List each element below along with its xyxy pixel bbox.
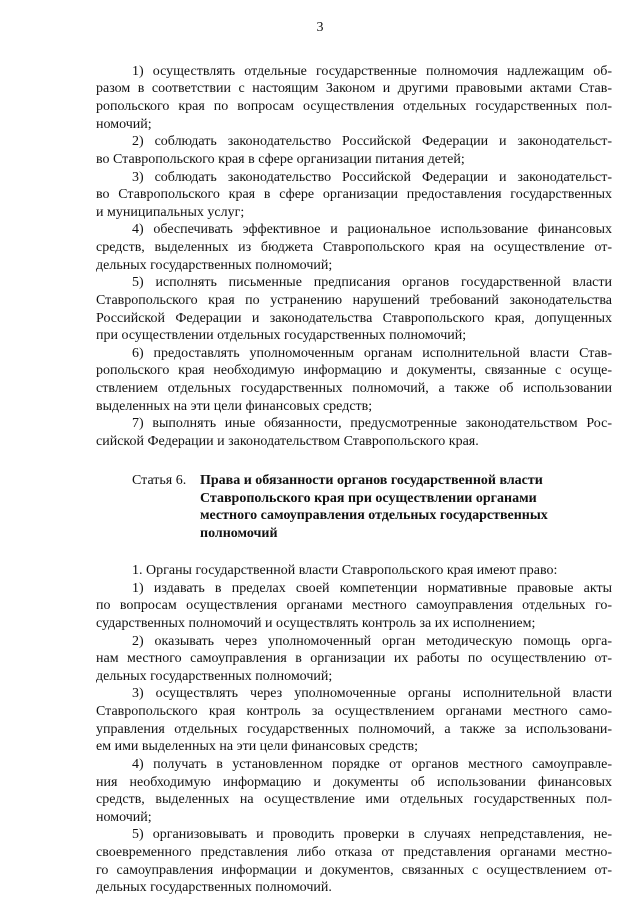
text-line: дельных государственных полномочий. — [96, 880, 332, 896]
text-line: дельных государственных полномочий; — [96, 257, 333, 273]
text-line: 2) оказывать через уполномоченный орган методическую помощь орга- — [132, 633, 612, 649]
article-label: Статья 6. — [132, 473, 187, 489]
text-line: при осуществлении отдельных государственных полномочий; — [96, 328, 467, 344]
text-line: своевременного представления либо отказа от представления органами местно- — [96, 845, 612, 861]
text-line: Ставропольского края контроль за осуществлением органами местного само- — [96, 704, 612, 720]
text-line: выделенных на эти цели финансовых средств; — [96, 398, 373, 414]
text-line: ния необходимую информацию и документы об использовании финансовых — [96, 774, 612, 790]
text-line: 4) обеспечивать эффективное и рациональное использование финансовых — [132, 222, 612, 238]
text-line: во Ставропольского края в сфере организации предоставления государственных — [96, 187, 612, 203]
text-line: 4) получать в установленном порядке от органов местного самоуправле- — [132, 756, 612, 772]
text-line: по вопросам осуществления органами местного самоуправления отдельных го- — [96, 598, 612, 614]
page-number: 3 — [316, 20, 324, 35]
text-line: 1) издавать в пределах своей компетенции нормативные правовые акты — [132, 580, 612, 596]
text-line: 6) предоставлять уполномоченным органам исполнительной власти Став- — [132, 345, 612, 361]
text-line: го самоуправления информации и документов, связанных с осуществлением от- — [96, 862, 612, 878]
article-title-line: Ставропольского края при осуществлении органами — [200, 490, 537, 506]
text-line: ропольского края необходимую информацию и документы, связанные с осуще- — [96, 363, 612, 379]
text-line: средств, выделенных из бюджета Ставропольского края на осуществление от- — [96, 240, 612, 256]
article-title-line: Права и обязанности органов государственной власти — [200, 473, 543, 489]
text-line: Российской Федерации и законодательства Ставропольского края, допущенных — [96, 310, 612, 326]
text-line: 7) выполнять иные обязанности, предусмотренные законодательством Рос- — [132, 416, 612, 432]
text-line: номочий; — [96, 809, 152, 825]
text-line: дельных государственных полномочий; — [96, 668, 333, 684]
text-line: сийской Федерации и законодательством Ставропольского края. — [96, 433, 479, 449]
text-line: разом в соответствии с настоящим Законом и другими правовыми актами Став- — [96, 81, 612, 97]
text-line: 5) организовывать и проводить проверки в случаях непредставления, не- — [132, 827, 612, 843]
text-line: 3) соблюдать законодательство Российской Федерации и законодательст- — [132, 169, 612, 185]
text-line: нам местного самоуправления в организации их работы по осуществлению от- — [96, 651, 612, 667]
text-line: 1. Органы государственной власти Ставропольского края имеют право: — [132, 563, 558, 579]
text-line: средств, выделенных на осуществление ими отдельных государственных пол- — [96, 792, 612, 808]
text-line: управления отдельных государственных полномочий, а также за использовани- — [96, 721, 612, 737]
text-line: 5) исполнять письменные предписания органов государственной власти — [132, 275, 612, 291]
text-line: ропольского края по вопросам осуществления отдельных государственных пол- — [96, 99, 612, 115]
text-line: сударственных полномочий и осуществлять контроль за их исполнением; — [96, 616, 536, 631]
text-line: 1) осуществлять отдельные государственные полномочия надлежащим об- — [132, 63, 612, 79]
text-line: 2) соблюдать законодательство Российской Федерации и законодательст- — [132, 134, 612, 150]
text-line: номочий; — [96, 116, 152, 132]
text-line: во Ставропольского края в сфере организации питания детей; — [96, 151, 465, 167]
article-title-line: местного самоуправления отдельных государственных — [200, 508, 548, 524]
text-line: Ставропольского края по устранению нарушений требований законодательства — [96, 292, 612, 308]
text-line: 3) осуществлять через уполномоченные органы исполнительной власти — [132, 686, 612, 702]
text-line: ем ими выделенных на эти цели финансовых средств; — [96, 739, 419, 755]
article-title-line: полномочий — [200, 525, 278, 541]
text-line: ствлением отдельных государственных полномочий, а также об использовании — [96, 381, 612, 397]
text-line: и муниципальных услуг; — [96, 204, 245, 220]
